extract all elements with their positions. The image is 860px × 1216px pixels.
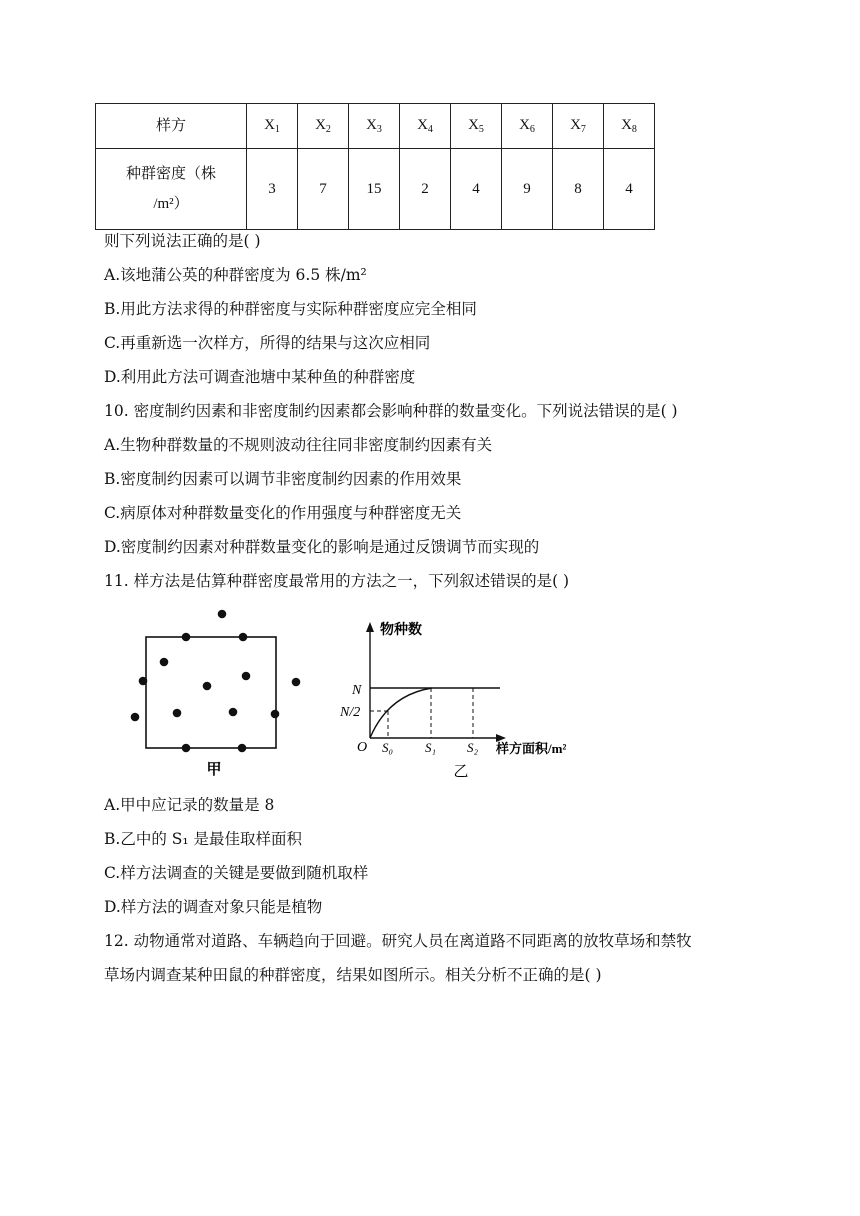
sample-cell: $X_4$ bbox=[400, 104, 451, 149]
plant-dot bbox=[182, 633, 191, 642]
q10-stem: 10. 密度制约因素和非密度制约因素都会影响种群的数量变化。下列说法错误的是( ) bbox=[104, 402, 678, 420]
density-header-line1: 种群密度（株 bbox=[125, 166, 216, 182]
q12-stem-line2: 草场内调查某种田鼠的种群密度，结果如图所示。相关分析不正确的是( ) bbox=[104, 966, 602, 984]
y-axis-arrow bbox=[366, 622, 374, 632]
density-header-line2: /m²） bbox=[153, 196, 189, 212]
species-area-graph-yi bbox=[339, 621, 566, 780]
yi-label: 乙 bbox=[453, 764, 469, 780]
quadrat-square bbox=[146, 637, 276, 748]
q12-stem-line1: 12. 动物通常对道路、车辆趋向于回避。研究人员在离道路不同距离的放牧草场和禁牧 bbox=[104, 932, 692, 950]
q11-option-a: A.甲中应记录的数量是 8 bbox=[104, 796, 275, 814]
species-curve bbox=[370, 688, 432, 738]
x-axis-label: 样方面积/m² bbox=[496, 741, 567, 756]
jia-label: 甲 bbox=[206, 762, 222, 778]
density-cell: 3 bbox=[247, 149, 298, 230]
table-row bbox=[96, 104, 655, 149]
origin-label: O bbox=[357, 740, 368, 755]
table-row bbox=[96, 149, 655, 230]
q10-option-c: C.病原体对种群数量变化的作用强度与种群密度无关 bbox=[104, 504, 462, 522]
q9-option-c: C.再重新选一次样方，所得的结果与这次应相同 bbox=[104, 334, 431, 352]
q9-stem: 则下列说法正确的是( ) bbox=[104, 232, 261, 250]
q9-option-b: B.用此方法求得的种群密度与实际种群密度应完全相同 bbox=[104, 300, 477, 318]
q11-option-d: D.样方法的调查对象只能是植物 bbox=[104, 898, 323, 916]
density-cell: 2 bbox=[400, 149, 451, 230]
quadrat-diagram-jia bbox=[131, 610, 301, 778]
plant-dot bbox=[292, 678, 301, 687]
row-header-sample: 样方 bbox=[96, 104, 247, 149]
sample-cell: $X_3$ bbox=[349, 104, 400, 149]
density-cell: 7 bbox=[298, 149, 349, 230]
q10-option-d: D.密度制约因素对种群数量变化的影响是通过反馈调节而实现的 bbox=[104, 538, 540, 556]
q9-option-d: D.利用此方法可调查池塘中某种鱼的种群密度 bbox=[104, 368, 416, 386]
q11-option-b: B.乙中的 S₁ 是最佳取样面积 bbox=[104, 830, 303, 848]
plant-dot bbox=[203, 682, 212, 691]
plant-dot bbox=[229, 708, 238, 717]
sample-cell: $X_8$ bbox=[604, 104, 655, 149]
plant-dot bbox=[242, 672, 251, 681]
sample-density-table bbox=[95, 103, 655, 230]
sample-cell: $X_5$ bbox=[451, 104, 502, 149]
plant-dot bbox=[173, 709, 182, 718]
y-tick-half: N/2 bbox=[340, 705, 361, 720]
s2-label: S₂ bbox=[467, 740, 479, 755]
y-tick-n: N bbox=[352, 683, 362, 698]
q10-option-b: B.密度制约因素可以调节非密度制约因素的作用效果 bbox=[104, 470, 462, 488]
plant-dot bbox=[160, 658, 169, 667]
plant-dot bbox=[218, 610, 227, 619]
plant-dot bbox=[271, 710, 280, 719]
density-cell: 4 bbox=[451, 149, 502, 230]
sample-cell: $X_7$ bbox=[553, 104, 604, 149]
y-axis-label: 物种数 bbox=[380, 623, 422, 638]
s0-label: S₀ bbox=[382, 740, 394, 755]
plant-dots bbox=[131, 610, 301, 753]
plant-dot bbox=[139, 677, 148, 686]
plant-dot bbox=[239, 633, 248, 642]
row-header-density bbox=[96, 149, 247, 230]
sample-cell: $X_6$ bbox=[502, 104, 553, 149]
density-cell: 8 bbox=[553, 149, 604, 230]
density-cell: 9 bbox=[502, 149, 553, 230]
q11-option-c: C.样方法调查的关键是要做到随机取样 bbox=[104, 864, 369, 882]
q9-option-a: A.该地蒲公英的种群密度为 6.5 株/m² bbox=[104, 266, 367, 284]
q11-stem: 11. 样方法是估算种群密度最常用的方法之一，下列叙述错误的是( ) bbox=[104, 572, 570, 590]
density-cell: 15 bbox=[349, 149, 400, 230]
q10-option-a: A.生物种群数量的不规则波动往往同非密度制约因素有关 bbox=[104, 436, 493, 454]
plant-dot bbox=[238, 744, 247, 753]
density-cell: 4 bbox=[604, 149, 655, 230]
s1-label: S₁ bbox=[425, 740, 437, 755]
plant-dot bbox=[131, 713, 140, 722]
sample-cell: $X_1$ bbox=[247, 104, 298, 149]
plant-dot bbox=[182, 744, 191, 753]
sample-cell: $X_2$ bbox=[298, 104, 349, 149]
q11-figure bbox=[120, 600, 600, 790]
